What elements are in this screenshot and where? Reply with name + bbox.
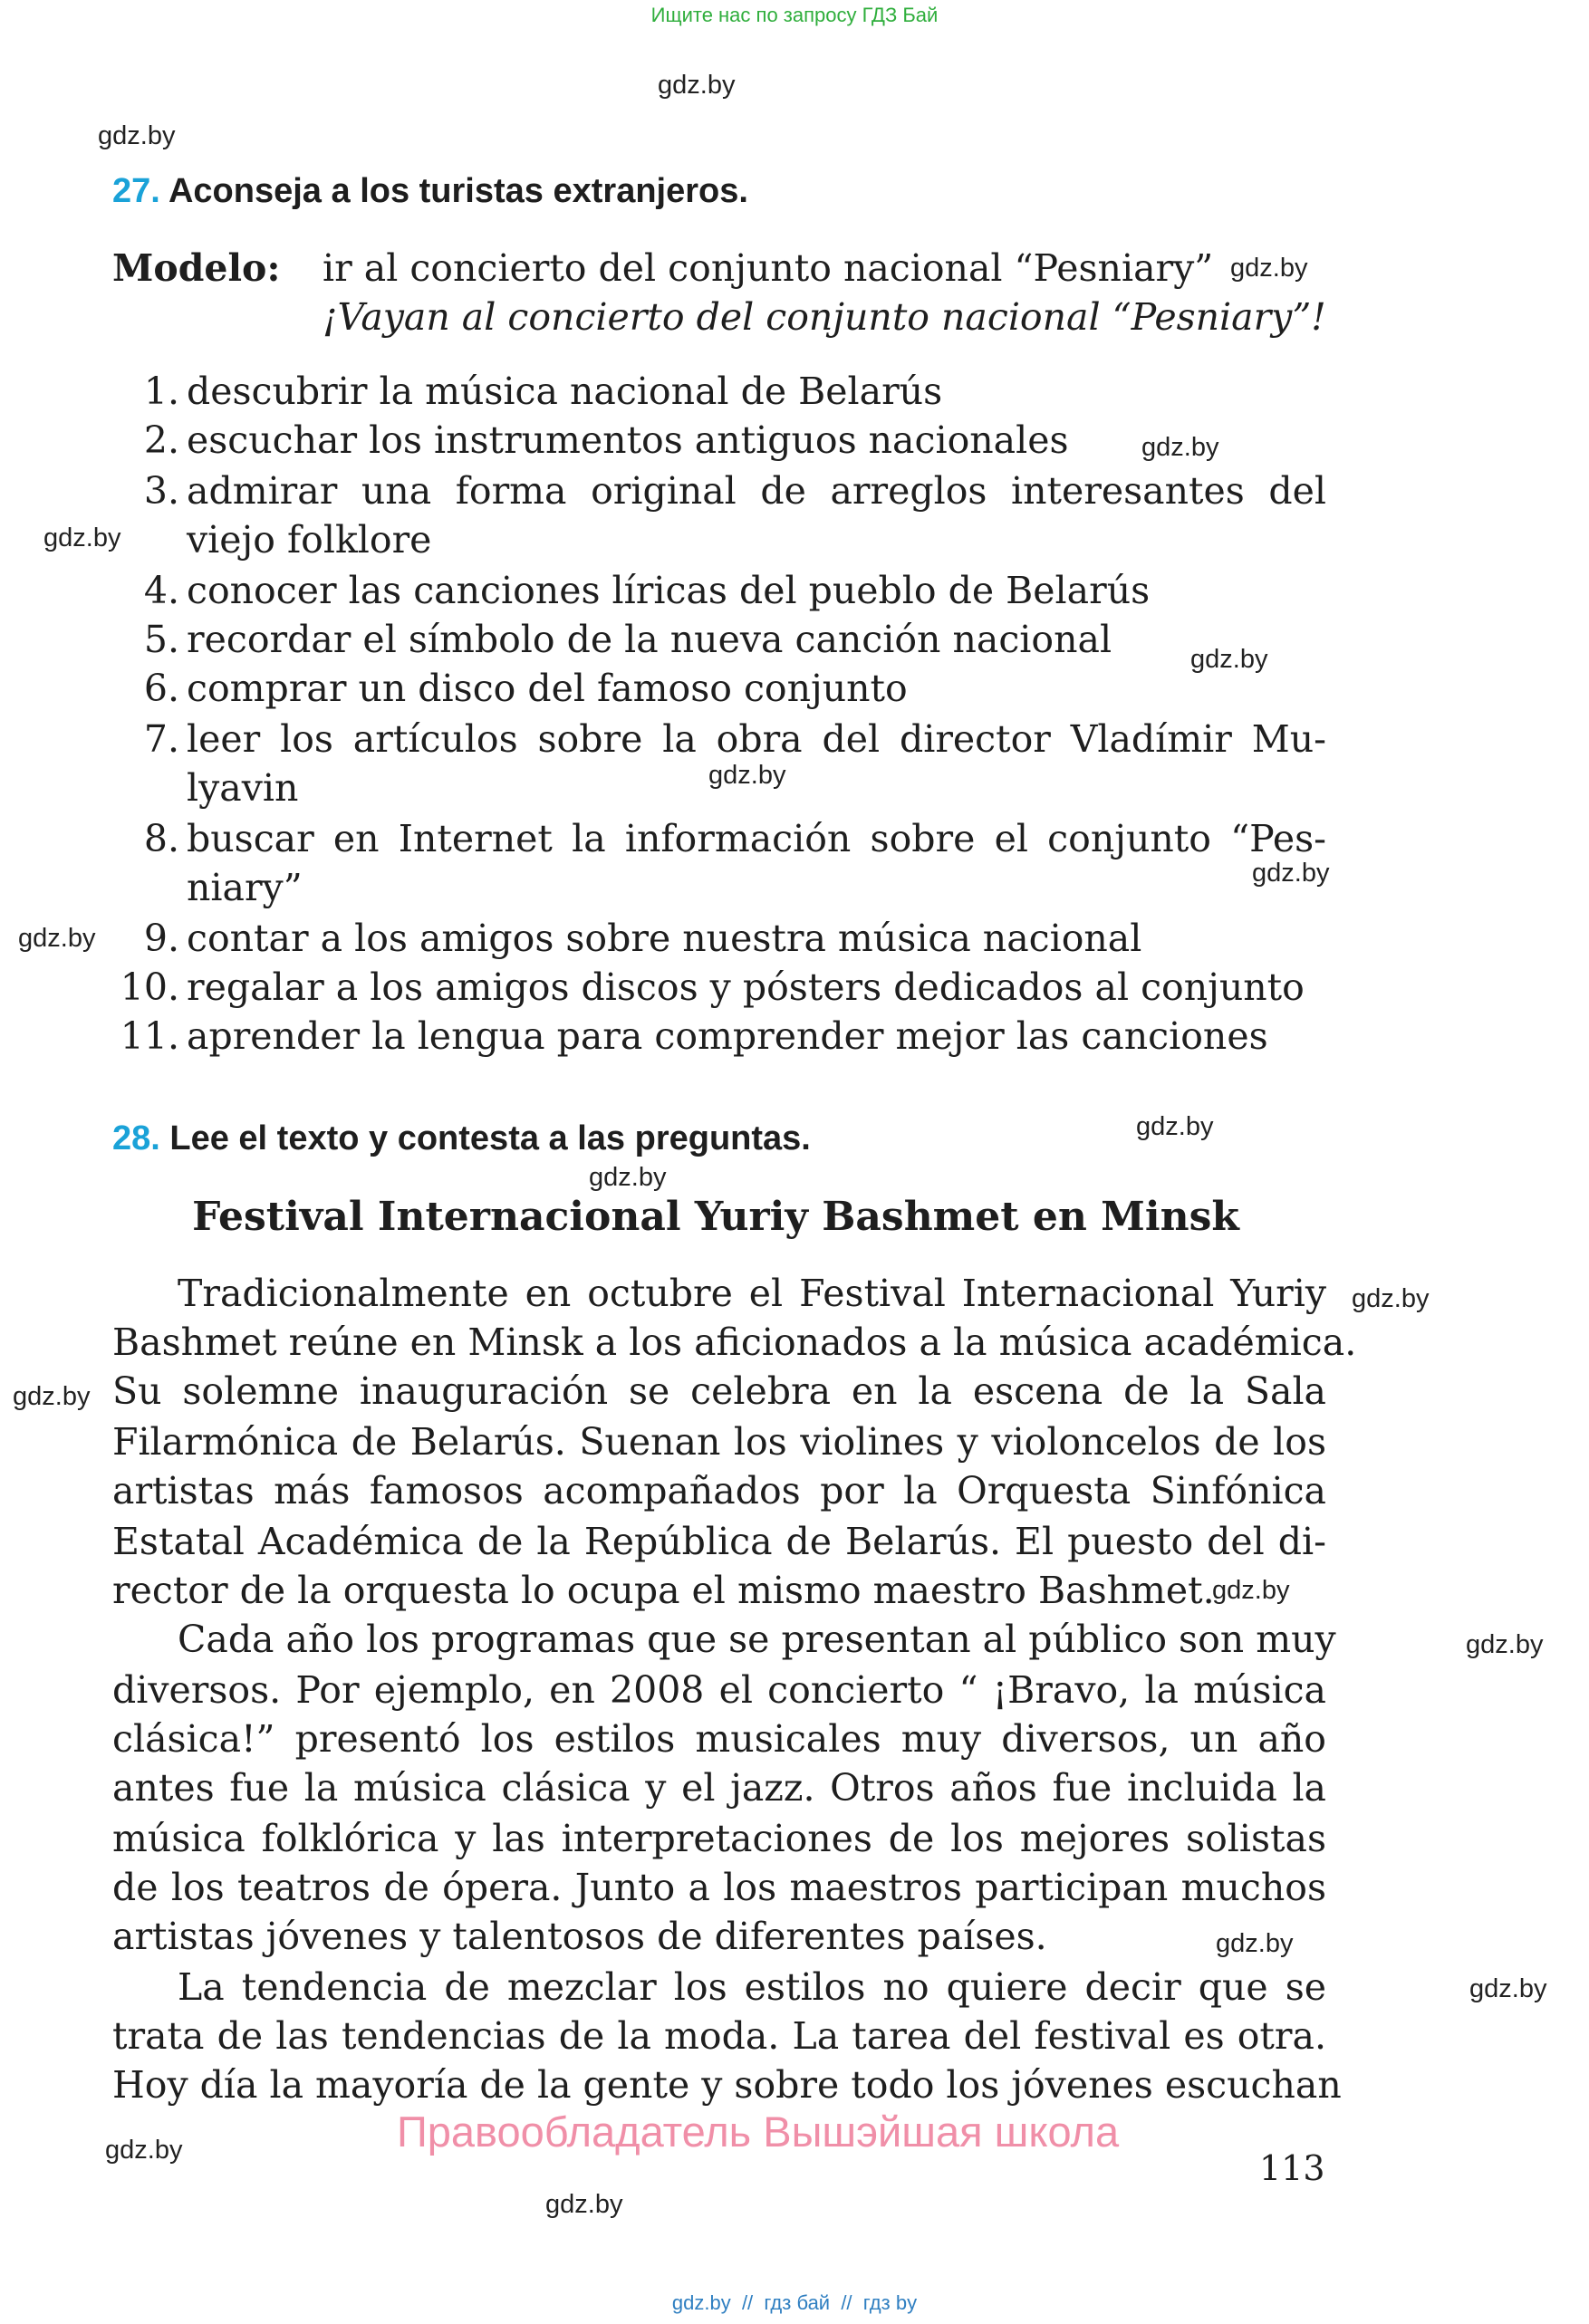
exercise-number: 27. [112,172,160,210]
list-item-number: 9. [143,917,179,960]
paragraph-line: artistas jóvenes y talentosos de diferentes países. [112,1915,1047,1958]
list-item: escuchar los instrumentos antiguos nacionales [187,418,1069,462]
paragraph-line: de los teatros de ópera. Junto a los maestros participan muchos [112,1866,1326,1909]
watermark: gdz.by [43,523,121,552]
watermark: gdz.by [98,121,176,150]
exercise-number: 28. [112,1119,160,1157]
list-item: descubrir la música nacional de Belarús [187,370,943,413]
copyright-watermark: Правообладатель Вышэйшая школа [397,2108,1120,2156]
watermark: gdz.by [589,1163,667,1192]
list-item-number: 7. [143,717,179,761]
list-item: admirar una forma original de arreglos interesantes del [187,469,1326,513]
list-item-number: 11. [120,1014,179,1058]
list-item-number: 10. [120,965,179,1009]
modelo-prompt: ir al concierto del conjunto nacional “Pesniary” [323,246,1214,290]
modelo-label: Modelo: [112,246,281,290]
paragraph-line: Hoy día la mayoría de la gente y sobre todo los jóvenes escuchan [112,2063,1342,2107]
list-item-number: 2. [143,418,179,462]
text-title: Festival Internacional Yuriy Bashmet en Minsk [192,1194,1239,1240]
watermark: gdz.by [658,71,736,100]
exercise-27-heading [112,172,748,211]
watermark: gdz.by [1466,1630,1544,1659]
list-item: leer los artículos sobre la obra del director Vladímir Mu- [187,717,1326,761]
list-item-number: 4. [143,569,179,612]
list-item: aprender la lengua para comprender mejor las canciones [187,1014,1268,1058]
watermark: gdz.by [105,2136,183,2165]
paragraph-line: música folklórica y las interpretaciones de los mejores solistas [112,1817,1326,1860]
list-item-number: 8. [143,817,179,860]
list-item: contar a los amigos sobre nuestra música nacional [187,917,1142,960]
exercise-28-heading [112,1119,811,1158]
modelo-answer: ¡Vayan al concierto del conjunto nacional “Pesniary”! [323,295,1326,339]
paragraph-line: Cada año los programas que se presentan al público son muy [178,1618,1336,1661]
page-number: 113 [1259,2148,1325,2188]
paragraph-line: Filarmónica de Belarús. Suenan los violines y violoncelos de los [112,1420,1326,1464]
list-item: buscar en Internet la información sobre el conjunto “Pes- [187,817,1326,860]
footer-links[interactable]: gdz.by // гдз бай // гдз by [671,2291,918,2314]
list-item-number: 5. [143,618,179,661]
watermark: gdz.by [1190,645,1268,674]
watermark: gdz.by [1212,1576,1290,1605]
paragraph-line: La tendencia de mezclar los estilos no quiere decir que se [178,1965,1326,2009]
watermark: gdz.by [13,1382,91,1411]
watermark: gdz.by [1230,254,1308,283]
exercise-title: Lee el texto y contesta a las preguntas. [169,1119,811,1157]
list-item: recordar el símbolo de la nueva canción nacional [187,618,1112,661]
watermark: gdz.by [708,761,786,790]
exercise-title: Aconseja a los turistas extranjeros. [168,172,748,210]
top-banner[interactable]: Ищите нас по запросу ГДЗ Бай [650,4,939,26]
paragraph-line: clásica!” presentó los estilos musicales muy diversos, un año [112,1717,1326,1761]
watermark: gdz.by [1216,1929,1294,1958]
list-item-continuation: niary” [187,866,303,909]
list-item-continuation: lyavin [187,766,299,810]
list-item: regalar a los amigos discos y pósters dedicados al conjunto [187,965,1305,1009]
paragraph-line: antes fue la música clásica y el jazz. Otros años fue incluida la [112,1766,1326,1810]
list-item-number: 3. [143,469,179,513]
list-item-number: 6. [143,667,179,710]
list-item: conocer las canciones líricas del pueblo de Belarús [187,569,1151,612]
paragraph-line: Tradicionalmente en octubre el Festival Internacional Yuriy [178,1272,1326,1315]
paragraph-line: diversos. Por ejemplo, en 2008 el concierto “ ¡Bravo, la música [112,1668,1326,1712]
paragraph-line: Estatal Académica de la República de Belarús. El puesto del di- [112,1520,1326,1563]
paragraph-line: Su solemne inauguración se celebra en la escena de la Sala [112,1369,1326,1413]
list-item: comprar un disco del famoso conjunto [187,667,908,710]
watermark: gdz.by [18,924,96,953]
list-item-continuation: viejo folklore [187,518,432,562]
watermark: gdz.by [1469,1974,1547,2003]
paragraph-line: trata de las tendencias de la moda. La tarea del festival es otra. [112,2014,1326,2058]
watermark: gdz.by [545,2190,623,2219]
watermark: gdz.by [1141,433,1219,462]
paragraph-line: rector de la orquesta lo ocupa el mismo maestro Bashmet. [112,1569,1215,1612]
watermark: gdz.by [1352,1284,1430,1313]
list-item-number: 1. [143,370,179,413]
watermark: gdz.by [1252,859,1330,888]
paragraph-line: Bashmet reúne en Minsk a los aficionados a la música académica. [112,1320,1357,1364]
watermark: gdz.by [1136,1112,1214,1141]
paragraph-line: artistas más famosos acompañados por la Orquesta Sinfónica [112,1469,1326,1513]
